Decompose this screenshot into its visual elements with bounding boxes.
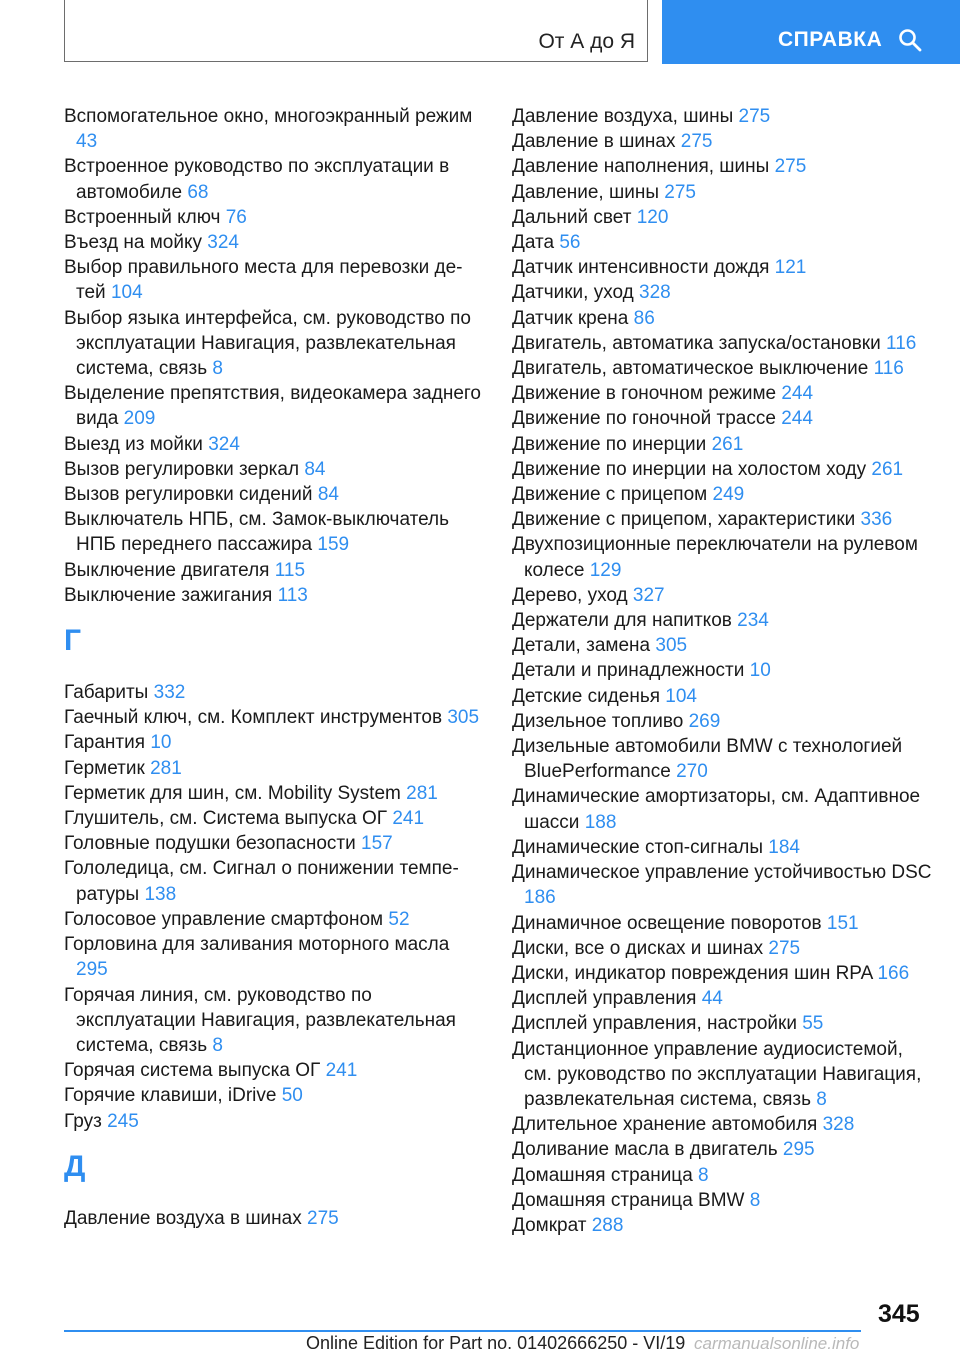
index-entry <box>512 1011 932 1036</box>
index-entry-text: Датчик крена <box>512 307 629 329</box>
page-link[interactable]: 336 <box>860 509 893 531</box>
index-entry-text: Движение по инерции на холостом ходу <box>512 458 867 480</box>
page-link[interactable]: 275 <box>680 131 713 153</box>
index-entry <box>512 381 932 406</box>
page-link[interactable]: 328 <box>639 282 671 304</box>
index-entry-text: Давление в шинах <box>512 131 676 153</box>
page-link[interactable]: 84 <box>317 484 339 506</box>
index-entry-text: Гарантия <box>64 732 146 754</box>
index-entry <box>512 784 932 834</box>
index-entry-text: Герметик <box>64 757 145 779</box>
index-entry <box>512 104 932 129</box>
index-entry-text: Дальний свет <box>512 206 632 228</box>
index-entry-text: Диски, все о дисках и шинах <box>512 937 764 959</box>
index-entry-text: Голосовое управление смартфоном <box>64 908 384 930</box>
index-entry-text: Длительное хранение автомобиля <box>512 1114 818 1136</box>
index-entry <box>512 507 932 532</box>
index-entry <box>64 680 484 705</box>
index-entry <box>512 432 932 457</box>
index-entry <box>64 756 484 781</box>
page-link[interactable]: 8 <box>816 1088 827 1110</box>
index-entry <box>512 482 932 507</box>
index-entry <box>64 806 484 831</box>
page-link[interactable]: 186 <box>524 887 556 909</box>
page-link[interactable]: 275 <box>768 937 801 959</box>
help-tab-label: СПРАВКА <box>778 28 883 51</box>
index-entry <box>64 831 484 856</box>
index-entry <box>512 1137 932 1162</box>
page-link[interactable]: 241 <box>325 1060 358 1082</box>
page-number: 345 <box>878 1300 920 1328</box>
page-link[interactable]: 166 <box>877 962 910 984</box>
index-entry-text: Давление воздуха в шинах <box>64 1207 302 1229</box>
index-entry <box>64 255 484 305</box>
page-link[interactable]: 50 <box>281 1085 303 1107</box>
index-entry <box>512 734 932 784</box>
index-entry <box>64 856 484 906</box>
index-column-left <box>64 104 484 1231</box>
watermark: carmanualsonline.info <box>694 1334 860 1353</box>
index-entry <box>512 532 932 582</box>
index-entry <box>512 709 932 734</box>
index-entry-text: Доливание масла в двигатель <box>512 1139 778 1161</box>
index-entry <box>64 705 484 730</box>
index-entry-text: Горячие клавиши, iDrive <box>64 1085 277 1107</box>
index-entry-text: Двигатель, автоматическое выключение <box>512 358 869 380</box>
page-link[interactable]: 241 <box>392 808 425 830</box>
index-entry <box>64 154 484 204</box>
index-entry-text: Детские сиденья <box>512 685 661 707</box>
index-entry <box>512 684 932 709</box>
index-entry <box>64 306 484 382</box>
index-entry <box>512 280 932 305</box>
index-entry <box>64 781 484 806</box>
index-entry <box>512 1163 932 1188</box>
index-entry-text: Вызов регулировки зеркал <box>64 458 300 480</box>
index-entry <box>512 230 932 255</box>
page-link[interactable]: 44 <box>701 988 723 1010</box>
index-entry <box>512 633 932 658</box>
page-link[interactable]: 281 <box>150 757 182 779</box>
index-entry <box>512 1188 932 1213</box>
page-link[interactable]: 8 <box>212 1034 223 1056</box>
index-entry-text: Домашняя страница <box>512 1164 693 1186</box>
index-entry-text: Датчики, уход <box>512 282 634 304</box>
index-entry <box>64 1206 484 1231</box>
index-entry-text: Габариты <box>64 682 149 704</box>
page-link[interactable]: 275 <box>664 181 696 203</box>
index-entry <box>512 457 932 482</box>
page-link[interactable]: 138 <box>144 883 177 905</box>
index-entry-text: Горловина для заливания моторного масла <box>64 934 450 956</box>
index-entry <box>512 936 932 961</box>
index-entry-text: Дисплей управления <box>512 988 697 1010</box>
index-entry-text: Движение по гоночной трассе <box>512 408 776 430</box>
index-entry-text: Встроенный ключ <box>64 206 221 228</box>
page-link[interactable]: 305 <box>655 635 688 657</box>
index-entry-text: Диски, индикатор повреждения шин RPA <box>512 962 873 984</box>
az-tab[interactable] <box>64 0 648 62</box>
index-entry-text: Движение с прицепом, характеристики <box>512 509 856 531</box>
index-entry-text: Вызов регулировки сидений <box>64 484 313 506</box>
index-entry-text: Выключение зажигания <box>64 584 273 606</box>
index-entry-text: Детали, замена <box>512 635 651 657</box>
index-entry <box>512 180 932 205</box>
index-entry <box>64 932 484 982</box>
page-link[interactable]: 120 <box>636 206 669 228</box>
index-entry <box>512 583 932 608</box>
index-entry <box>512 1037 932 1113</box>
index-entry <box>512 658 932 683</box>
index-entry <box>512 1112 932 1137</box>
index-entry <box>64 583 484 608</box>
page-link[interactable]: 328 <box>822 1114 855 1136</box>
index-entry <box>64 730 484 755</box>
index-entry-text: Горячая система выпуска ОГ <box>64 1060 321 1082</box>
page-link[interactable]: 115 <box>274 559 306 581</box>
page-link[interactable]: 116 <box>886 332 917 354</box>
index-entry-text: Детали и принадлежности <box>512 660 745 682</box>
page-link[interactable]: 324 <box>208 433 240 455</box>
index-entry <box>512 961 932 986</box>
index-entry <box>64 205 484 230</box>
page-link[interactable]: 52 <box>388 908 410 930</box>
index-entry-text: Давление воздуха, шины <box>512 106 734 127</box>
page-link[interactable]: 8 <box>749 1189 761 1211</box>
page-link[interactable]: 121 <box>774 257 807 279</box>
page-link[interactable]: 305 <box>447 707 480 729</box>
index-entry-text: Дисплей управления, настройки <box>512 1013 797 1035</box>
index-entry <box>512 154 932 179</box>
index-entry-text: Глушитель, см. Система выпуска ОГ <box>64 808 388 830</box>
index-entry-text: Давление наполнения, шины <box>512 156 770 178</box>
index-entry <box>512 608 932 633</box>
index-entry-text: Дерево, уход <box>512 584 628 606</box>
page-link[interactable]: 244 <box>781 383 814 405</box>
page-link[interactable]: 327 <box>632 584 665 606</box>
page-link[interactable]: 209 <box>123 408 156 430</box>
page-link[interactable]: 275 <box>307 1207 339 1229</box>
index-entry-text: Выделение препятствия, видеокамера заднего вида <box>64 383 481 430</box>
page-link[interactable]: 295 <box>782 1139 815 1161</box>
index-entry <box>512 835 932 860</box>
index-entry-text: Движение по инерции <box>512 433 707 455</box>
page-link[interactable]: 269 <box>688 710 721 732</box>
index-entry-text: Выключатель НПБ, см. Замок-выключатель НПБ переднего пассажира <box>64 509 450 556</box>
index-entry-text: Вспомогательное окно, многоэкранный режим <box>64 106 473 127</box>
page-link[interactable]: 288 <box>591 1214 624 1236</box>
index-entry-text: Выбор языка интерфейса, см. руководство по эксплуатации Навигация, развлекательная система, связь <box>64 307 471 380</box>
az-tab-label: От А до Я <box>538 30 635 53</box>
edition-text: Online Edition for Part no. 01402666250 - VI/19 <box>306 1333 686 1353</box>
index-entry <box>512 1213 932 1238</box>
page-link[interactable]: 10 <box>150 732 172 754</box>
index-entry-text: Головные подушки безопасности <box>64 833 356 855</box>
index-entry <box>512 911 932 936</box>
page-link[interactable]: 261 <box>711 433 744 455</box>
page-link[interactable]: 8 <box>212 358 223 380</box>
index-entry-text: Домашняя страница BMW <box>512 1189 745 1211</box>
index-entry-text: Дизельные автомобили BMW с технологией BluePerformance <box>512 736 903 783</box>
index-entry <box>64 457 484 482</box>
page-link[interactable]: 43 <box>76 131 98 153</box>
index-entry <box>64 507 484 557</box>
index-entry-text: Динамическое управление устойчивостью DSC <box>512 862 932 884</box>
page-link[interactable]: 159 <box>317 534 350 556</box>
index-entry <box>512 860 932 910</box>
page-link[interactable]: 281 <box>406 782 438 804</box>
index-entry <box>64 1083 484 1108</box>
index-entry-text: Дистанционное управление аудиосистемой, см. руководство по эксплуатации Навигация, развлекательная система, связь <box>512 1038 922 1110</box>
page-link[interactable]: 261 <box>871 458 904 480</box>
page-link[interactable]: 104 <box>665 685 697 707</box>
footer-divider <box>64 1330 861 1332</box>
index-entry <box>512 205 932 230</box>
index-entry-text: Двигатель, автоматика запуска/остановки <box>512 332 881 354</box>
page-link[interactable]: 324 <box>207 232 239 254</box>
page-link[interactable]: 188 <box>584 811 617 833</box>
index-entry <box>512 406 932 431</box>
index-entry-text: Двухпозиционные переключатели на рулевом колесе <box>512 534 918 581</box>
help-tab[interactable] <box>662 0 960 64</box>
page-link[interactable]: 8 <box>698 1164 709 1186</box>
index-entry-text: Встроенное руководство по эксплуатации в автомобиле <box>64 156 450 203</box>
page-link[interactable]: 157 <box>361 833 393 855</box>
index-entry <box>64 907 484 932</box>
index-entry <box>64 104 484 154</box>
index-entry <box>512 986 932 1011</box>
index-entry-text: Герметик для шин, см. Mobility System <box>64 782 401 804</box>
page-link[interactable]: 184 <box>768 836 800 858</box>
page-link[interactable]: 275 <box>774 156 807 178</box>
index-entry <box>512 331 932 356</box>
index-entry-text: Выбор правильного места для перевозки детей <box>64 257 463 304</box>
page-link[interactable]: 234 <box>737 610 769 632</box>
index-column-right <box>512 104 932 1238</box>
section-letter: Г <box>64 624 82 658</box>
page-link[interactable]: 270 <box>676 761 708 783</box>
index-entry-text: Гололедица, см. Сигнал о понижении температуры <box>64 858 459 905</box>
index-entry-text: Держатели для напитков <box>512 610 732 632</box>
index-entry <box>64 381 484 431</box>
page-link[interactable]: 86 <box>633 307 655 329</box>
index-entry <box>64 558 484 583</box>
page-link[interactable]: 332 <box>153 682 186 704</box>
index-entry <box>64 1058 484 1083</box>
page-link[interactable]: 129 <box>589 559 622 581</box>
page-link[interactable]: 151 <box>826 912 859 934</box>
index-entry <box>512 356 932 381</box>
index-entry <box>64 230 484 255</box>
index-entry <box>512 306 932 331</box>
page-link[interactable]: 84 <box>304 458 326 480</box>
index-entry-text: Движение с прицепом <box>512 484 708 506</box>
index-entry-text: Движение в гоночном режиме <box>512 383 777 405</box>
index-entry <box>512 255 932 280</box>
index-entry-text: Датчик интенсивности дождя <box>512 257 770 279</box>
index-entry-text: Горячая линия, см. руководство по эксплуатации Навигация, развлекательная система, связь <box>64 984 456 1056</box>
section-letter: Д <box>64 1149 86 1183</box>
index-entry-text: Давление, шины <box>512 181 659 203</box>
index-entry-text: Груз <box>64 1110 102 1132</box>
page-link[interactable]: 68 <box>187 181 209 203</box>
index-entry <box>64 983 484 1059</box>
page-link[interactable]: 275 <box>738 106 771 127</box>
index-entry-text: Въезд на мойку <box>64 232 202 254</box>
page-link[interactable]: 245 <box>107 1110 139 1132</box>
index-entry-text: Гаечный ключ, см. Комплект инструментов <box>64 707 443 729</box>
page-link[interactable]: 55 <box>802 1013 824 1035</box>
search-icon[interactable] <box>898 28 922 52</box>
index-entry-text: Динамические амортизаторы, см. Адаптивное шасси <box>512 786 921 833</box>
page-link[interactable]: 104 <box>110 282 143 304</box>
page-link[interactable]: 116 <box>873 358 904 380</box>
index-entry <box>64 1109 484 1134</box>
index-entry-text: Дата <box>512 232 555 254</box>
index-entry-text: Домкрат <box>512 1214 587 1236</box>
page-link[interactable]: 76 <box>225 206 247 228</box>
index-entry <box>64 482 484 507</box>
page-link[interactable]: 295 <box>76 959 108 981</box>
index-entry-text: Динамические стоп-сигналы <box>512 836 763 858</box>
index-entry-text: Выключение двигателя <box>64 559 270 581</box>
index-entry-text: Выезд из мойки <box>64 433 203 455</box>
page-link[interactable]: 113 <box>277 584 308 606</box>
index-entry <box>512 129 932 154</box>
page-link[interactable]: 56 <box>559 232 581 254</box>
index-entry-text: Динамичное освещение поворотов <box>512 912 822 934</box>
page-link[interactable]: 249 <box>712 484 745 506</box>
page-link[interactable]: 10 <box>749 660 771 682</box>
page-link[interactable]: 244 <box>781 408 813 430</box>
index-entry <box>64 432 484 457</box>
index-entry-text: Дизельное топливо <box>512 710 684 732</box>
